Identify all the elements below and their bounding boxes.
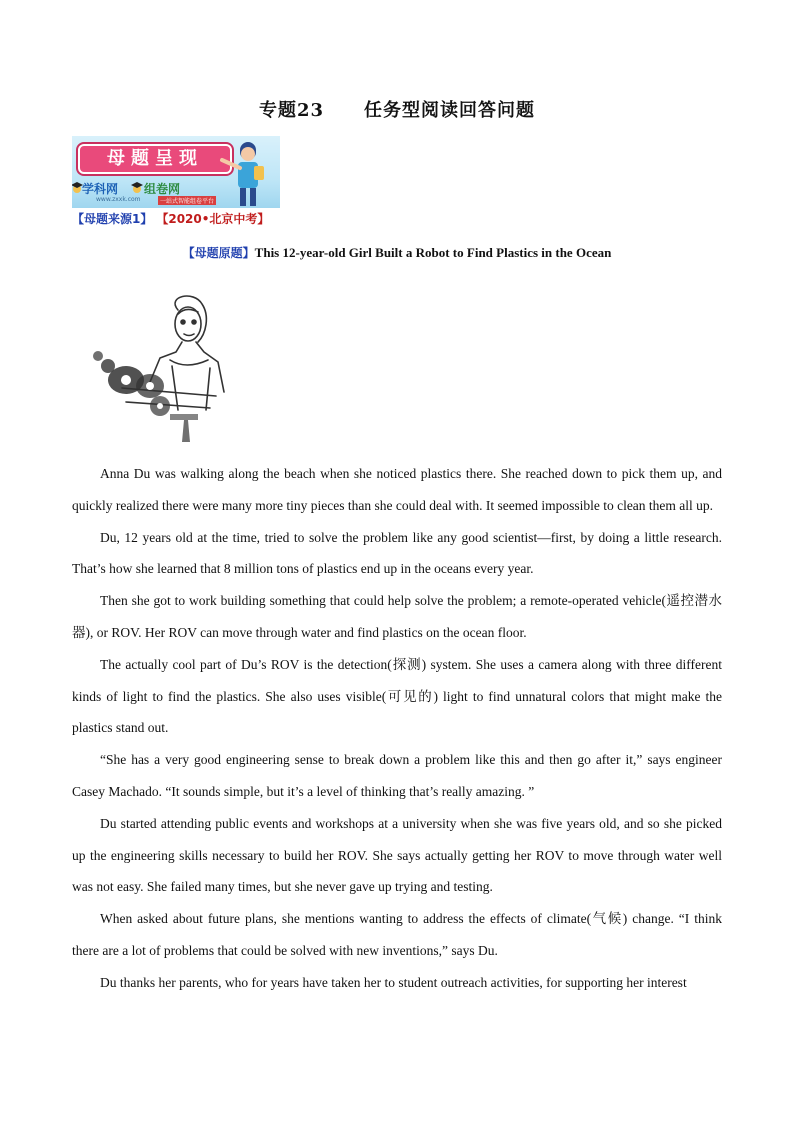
topic-title: 任务型阅读回答问题 (364, 100, 536, 121)
source-label: 【母题来源1】 (72, 212, 153, 226)
graduation-cap-icon (130, 180, 144, 194)
article-body (72, 458, 722, 999)
article-paragraph: The actually cool part of Du’s ROV is the detection(探测) system. She uses a camera along with three different kinds of light to find the plastics. She also uses visible(可见的) light to find unnatural colors that might make the plastics stand out. (72, 656, 722, 736)
page-title (0, 96, 794, 122)
section-banner (72, 136, 280, 208)
article-paragraph: Du started attending public events and workshops at a university when she was five years old, and so she picked up the engineering skills necessary to build her ROV. She says actually getting her ROV to move through water well was not easy. She failed many times, but she never gave up trying and testing. (72, 815, 722, 895)
zujuanwang-tagline: 一站式智能组卷平台 (160, 198, 215, 205)
girl-with-robot-illustration (86, 290, 236, 448)
topic-number: 专题23 (258, 100, 325, 121)
article-paragraph: When asked about future plans, she mentions wanting to address the effects of climate(气候) change. “I think there are a lot of problems that could be solved with new inventions,” says Du. (72, 911, 722, 958)
xuekewang-logo: 学科网 (82, 182, 119, 196)
question-label: 【母题原题】 (182, 246, 255, 260)
banner-title: 母题呈现 (78, 144, 232, 174)
article-paragraph: Anna Du was walking along the beach when she noticed plastics there. She reached down to pick them up, and quickly realized there were many more tiny pieces than she could deal with. It seemed impossible to clean them all up. (72, 466, 722, 513)
article-paragraph: Du, 12 years old at the time, tried to solve the problem like any good scientist—first, by doing a little research. That’s how she learned that 8 million tons of plastics end up in the oceans every year. (72, 529, 722, 577)
teacher-figure-icon (218, 138, 274, 208)
article-paragraph: Du thanks her parents, who for years have taken her to student outreach activities, for supporting her interest (100, 974, 687, 990)
question-source (72, 210, 269, 227)
question-title (0, 244, 794, 261)
zujuanwang-logo: 组卷网 (144, 182, 181, 196)
article-paragraph: “She has a very good engineering sense to break down a problem like this and then go after it,” says engineer Casey Machado. “It sounds simple, but it’s a level of thinking that’s really amazing. ” (72, 752, 722, 799)
article-paragraph: Then she got to work building something that could help solve the problem; a remote-operated vehicle(遥控潜水器), or ROV. Her ROV can move through water and find plastics on the ocean floor. (72, 593, 722, 640)
article-title: This 12-year-old Girl Built a Robot to Find Plastics in the Ocean (254, 245, 612, 260)
xuekewang-url: www.zxxk.com (96, 196, 141, 203)
source-exam: 【2020•北京中考】 (162, 212, 270, 226)
